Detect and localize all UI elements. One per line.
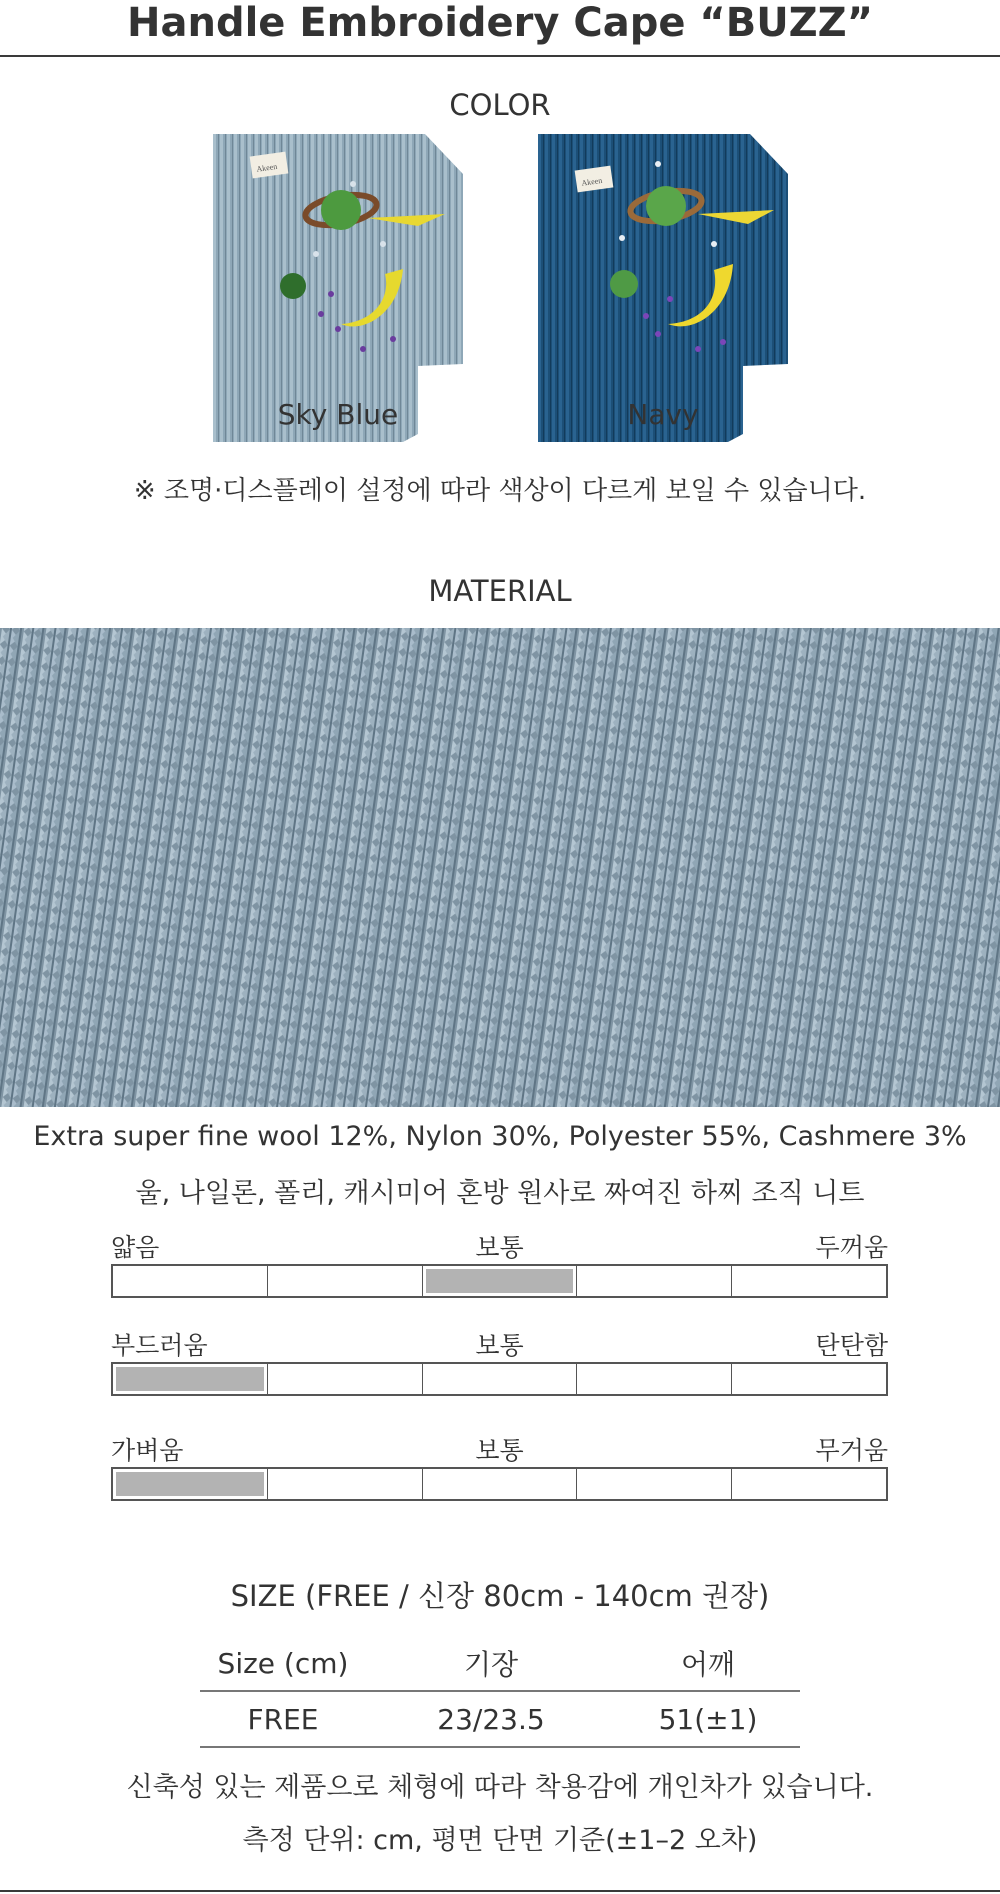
- scale-cell: [577, 1469, 732, 1499]
- tag-text: Akeen: [255, 161, 278, 174]
- color-disclaimer: ※ 조명·디스플레이 설정에 따라 색상이 다르게 보일 수 있습니다.: [133, 476, 867, 506]
- scale-cell: [577, 1266, 732, 1296]
- size-header-cell: 기장: [463, 1648, 519, 1681]
- size-heading: SIZE (FREE / 신장 80cm - 140cm 권장): [230, 1579, 770, 1613]
- swatch-label-navy: Navy: [627, 398, 699, 431]
- size-header-cell: Size (cm): [217, 1646, 349, 1680]
- scale-cell: [268, 1469, 423, 1499]
- size-cell: 51(±1): [658, 1702, 758, 1736]
- size-header-cell: 어깨: [680, 1648, 736, 1681]
- scale-left-label: 부드러움: [111, 1331, 208, 1360]
- swatch-image-navy: [538, 134, 788, 442]
- measure-note: 측정 단위: cm, 평면 단면 기준(±1–2 오차): [242, 1825, 758, 1856]
- size-table: [200, 1636, 800, 1748]
- softness-scale: [111, 1326, 888, 1396]
- thickness-scale: [111, 1228, 888, 1298]
- scale-cell-selected: [113, 1364, 268, 1394]
- weight-scale: [111, 1431, 888, 1501]
- scale-middle-label: 보통: [475, 1233, 524, 1262]
- bottom-divider: [0, 1890, 1000, 1892]
- scale-left-label: 얇음: [111, 1233, 160, 1262]
- size-cell: 23/23.5: [437, 1702, 545, 1736]
- tag-text: Akeen: [580, 175, 603, 188]
- scale-cell-selected: [113, 1469, 268, 1499]
- scale-bar: [111, 1467, 888, 1501]
- scale-bar: [111, 1264, 888, 1298]
- scale-middle-label: 보통: [475, 1436, 524, 1465]
- scale-bar: [111, 1362, 888, 1396]
- swatch-image-sky-blue: [213, 134, 463, 442]
- material-heading: MATERIAL: [428, 574, 572, 608]
- fit-note: 신축성 있는 제품으로 체형에 따라 착용감에 개인차가 있습니다.: [126, 1772, 874, 1803]
- composition-en: Extra super fine wool 12%, Nylon 30%, Polyester 55%, Cashmere 3%: [33, 1121, 967, 1152]
- scale-cell: [423, 1364, 578, 1394]
- size-cell: FREE: [247, 1702, 319, 1736]
- fabric-closeup-image: [0, 628, 1000, 1107]
- scale-left-label: 가벼움: [111, 1436, 184, 1465]
- page-title: Handle Embroidery Cape “BUZZ”: [0, 0, 1000, 57]
- color-heading: COLOR: [449, 88, 551, 122]
- scale-cell: [732, 1266, 886, 1296]
- scale-cell: [732, 1364, 886, 1394]
- scale-cell: [268, 1364, 423, 1394]
- scale-middle-label: 보통: [475, 1331, 524, 1360]
- scale-cell: [577, 1364, 732, 1394]
- scale-cell-selected: [423, 1266, 578, 1296]
- composition-ko: 울, 나일론, 폴리, 캐시미어 혼방 원사로 짜여진 하찌 조직 니트: [135, 1178, 865, 1209]
- table-row: [200, 1692, 800, 1748]
- scale-cell: [732, 1469, 886, 1499]
- swatch-label-sky-blue: Sky Blue: [277, 398, 399, 431]
- scale-right-label: 탄탄함: [815, 1331, 888, 1360]
- scale-right-label: 무거움: [815, 1436, 888, 1465]
- scale-right-label: 두꺼움: [815, 1233, 888, 1262]
- scale-cell: [268, 1266, 423, 1296]
- size-table-header: [200, 1636, 800, 1692]
- scale-cell: [423, 1469, 578, 1499]
- scale-cell: [113, 1266, 268, 1296]
